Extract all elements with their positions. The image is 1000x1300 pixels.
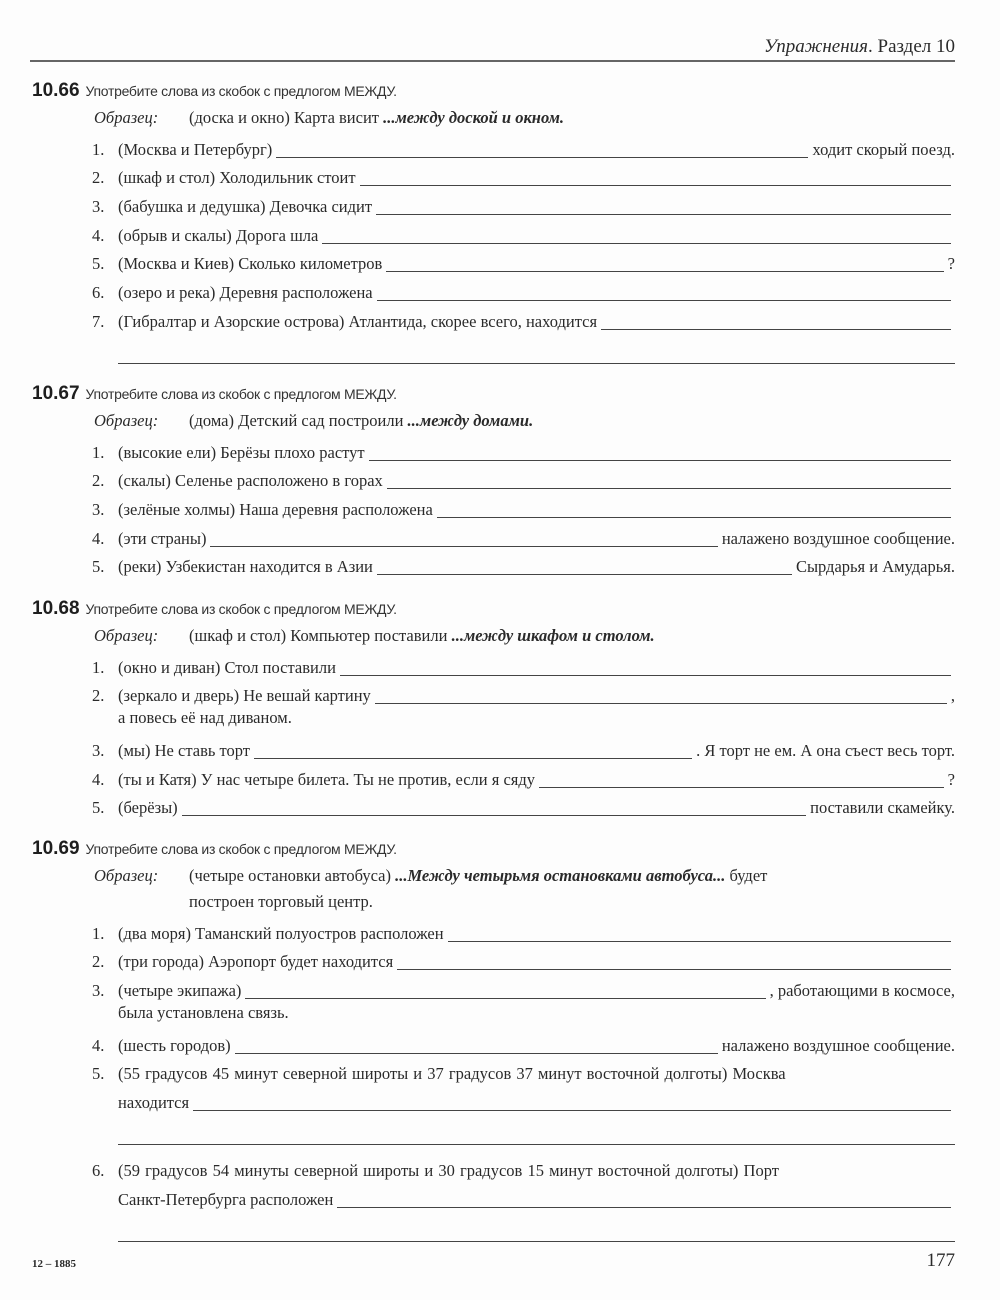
sample-text: (доска и окно) Карта висит (189, 108, 384, 127)
item-prompt: (берёзы) (118, 798, 178, 818)
printer-mark: 12 – 1885 (32, 1258, 76, 1270)
item-number: 7. (92, 311, 105, 331)
sample (94, 862, 955, 890)
item-prompt: (два моря) Таманский полуостров расположен (118, 923, 444, 943)
section-title-rest: . Раздел 10 (868, 36, 955, 57)
answer-blank[interactable] (387, 472, 951, 489)
answer-blank[interactable] (254, 742, 692, 759)
exercise-item (92, 945, 955, 974)
sample-label: Образец: (94, 108, 159, 127)
sample-text-after: будет (725, 866, 768, 885)
answer-blank[interactable] (539, 771, 944, 788)
item-prompt: (высокие ели) Берёзы плохо растут (118, 442, 365, 462)
sample (94, 407, 955, 435)
exercise-item (92, 304, 955, 333)
item-prompt: (шкаф и стол) Холодильник стоит (118, 168, 356, 188)
sample-text: (четыре остановки автобуса) (189, 866, 396, 885)
item-prompt: (три города) Аэропорт будет находится (118, 952, 394, 972)
item-prompt: (55 градусов 45 минут северной широты и 37 градусов 37 минут восточной долготы) Москва (118, 1064, 786, 1084)
exercise-instruction: Употребите слова из скобок с предлогом МЕЖДУ. (85, 841, 397, 857)
answer-blank[interactable] (448, 925, 951, 942)
exercise-item (92, 1028, 955, 1057)
item-prompt: (эти страны) (118, 528, 207, 548)
exercise-number: 10.67 (32, 383, 80, 404)
item-suffix: налажено воздушное сообщение. (721, 1035, 955, 1055)
sample-answer: ...между домами. (407, 411, 534, 430)
sample-label: Образец: (94, 411, 159, 430)
answer-blank[interactable] (193, 1094, 951, 1111)
item-number: 2. (92, 471, 105, 491)
exercise-item (92, 189, 955, 218)
answer-blank[interactable] (386, 255, 943, 272)
item-number: 3. (92, 741, 105, 761)
exercise-10-69 (32, 838, 955, 1242)
exercise-10-68 (32, 598, 955, 819)
exercise-instruction: Употребите слова из скобок с предлогом МЕЖДУ. (85, 83, 397, 99)
item-prompt: (озеро и река) Деревня расположена (118, 283, 373, 303)
answer-blank-continuation[interactable] (118, 333, 955, 364)
exercise-number: 10.66 (32, 80, 80, 101)
exercise-item (92, 916, 955, 945)
item-prompt: (зелёные холмы) Наша деревня расположена (118, 500, 433, 520)
answer-blank[interactable] (340, 659, 951, 676)
section-title (764, 36, 955, 58)
answer-blank[interactable] (182, 799, 806, 816)
exercise-instruction: Употребите слова из скобок с предлогом МЕЖДУ. (85, 386, 397, 402)
sample-answer: ...между доской и окном. (383, 108, 565, 127)
exercise-item (92, 973, 955, 1002)
item-number: 5. (92, 1064, 105, 1084)
sample-answer: ...Между четырьмя остановками автобуса... (395, 866, 726, 885)
sample-text: (шкаф и стол) Компьютер поставили (189, 626, 452, 645)
exercise-item (92, 132, 955, 161)
answer-blank[interactable] (376, 198, 951, 215)
item-number: 1. (92, 442, 105, 462)
exercise-10-66 (32, 80, 955, 364)
item-prompt: (шесть городов) (118, 1035, 231, 1055)
item-prompt: (окно и диван) Стол поставили (118, 657, 336, 677)
exercise-item (92, 492, 955, 521)
answer-blank[interactable] (360, 169, 951, 186)
exercise-item (92, 275, 955, 304)
answer-blank[interactable] (210, 530, 717, 547)
page-number: 177 (926, 1250, 955, 1271)
sample-answer: ...между шкафом и столом. (451, 626, 655, 645)
exercise-item (92, 733, 955, 762)
item-suffix: ? (947, 769, 955, 789)
exercise-item (92, 161, 955, 190)
item-number: 6. (92, 1160, 105, 1180)
running-header (30, 34, 955, 62)
item-suffix: ходит скорый поезд. (812, 139, 955, 159)
item-continuation: Санкт-Петербурга расположен (118, 1189, 334, 1209)
sample-continuation: построен торговый центр. (189, 892, 373, 911)
exercise-item-continuation (118, 1085, 955, 1114)
item-prompt: (Гибралтар и Азорские острова) Атлантида, скорее всего, находится (118, 311, 598, 331)
answer-blank[interactable] (437, 501, 951, 518)
item-prompt: (зеркало и дверь) Не вешай картину (118, 686, 371, 706)
answer-blank[interactable] (235, 1037, 718, 1054)
item-suffix: , работающими в космосе, (769, 981, 955, 1001)
item-number: 1. (92, 139, 105, 159)
exercise-item (92, 550, 955, 579)
item-number: 5. (92, 557, 105, 577)
item-suffix: Сырдарья и Амударья. (795, 557, 955, 577)
item-number: 1. (92, 923, 105, 943)
answer-blank[interactable] (377, 558, 792, 575)
item-prompt: (мы) Не ставь торт (118, 741, 250, 761)
exercise-instruction: Употребите слова из скобок с предлогом МЕЖДУ. (85, 601, 397, 617)
answer-blank[interactable] (375, 687, 947, 704)
answer-blank[interactable] (397, 953, 951, 970)
exercise-item (92, 791, 955, 820)
exercise-item (92, 1057, 955, 1086)
item-number: 2. (92, 686, 105, 706)
item-prompt: (ты и Катя) У нас четыре билета. Ты не против, если я сяду (118, 769, 536, 789)
item-number: 4. (92, 769, 105, 789)
exercise-item-continuation (118, 1182, 955, 1211)
item-number: 2. (92, 168, 105, 188)
item-prompt: (скалы) Селенье расположено в горах (118, 471, 383, 491)
item-suffix: , (950, 686, 955, 706)
item-number: 3. (92, 981, 105, 1001)
item-suffix: поставили скамейку. (810, 798, 955, 818)
answer-blank[interactable] (245, 982, 765, 999)
answer-blank[interactable] (276, 141, 808, 158)
answer-blank-continuation[interactable] (118, 1114, 955, 1145)
item-continuation: была установлена связь. (118, 1003, 289, 1023)
sample (94, 622, 955, 650)
item-number: 4. (92, 528, 105, 548)
item-continuation: а повесь её над диваном. (118, 708, 292, 728)
item-continuation: находится (118, 1093, 190, 1113)
exercise-item (92, 762, 955, 791)
answer-blank-continuation[interactable] (118, 1211, 955, 1242)
item-suffix: налажено воздушное сообщение. (721, 528, 955, 548)
answer-blank[interactable] (601, 313, 951, 330)
sample (94, 104, 955, 132)
item-prompt: (бабушка и дедушка) Девочка сидит (118, 197, 373, 217)
answer-blank[interactable] (369, 444, 951, 461)
item-number: 2. (92, 952, 105, 972)
item-number: 3. (92, 197, 105, 217)
item-suffix: ? (947, 254, 955, 274)
section-title-italic: Упражнения (763, 36, 868, 57)
item-number: 5. (92, 254, 105, 274)
item-number: 1. (92, 657, 105, 677)
item-prompt: (59 градусов 54 минуты северной широты и 30 градусов 15 минут восточной долготы) Порт (118, 1160, 779, 1180)
exercise-item (92, 247, 955, 276)
item-number: 3. (92, 500, 105, 520)
exercise-item (92, 218, 955, 247)
exercise-item (92, 521, 955, 550)
exercise-number: 10.69 (32, 838, 80, 859)
exercise-item (92, 650, 955, 679)
item-prompt: (обрыв и скалы) Дорога шла (118, 225, 319, 245)
exercise-item (92, 435, 955, 464)
item-number: 4. (92, 225, 105, 245)
item-number: 4. (92, 1035, 105, 1055)
sample-text: (дома) Детский сад построили (189, 411, 408, 430)
answer-blank[interactable] (337, 1191, 951, 1208)
answer-blank[interactable] (377, 284, 951, 301)
exercise-item (92, 679, 955, 708)
exercise-item (92, 464, 955, 493)
sample-label: Образец: (94, 626, 159, 645)
item-prompt: (Москва и Петербург) (118, 139, 273, 159)
item-prompt: (четыре экипажа) (118, 981, 242, 1001)
exercise-number: 10.68 (32, 598, 80, 619)
sample-label: Образец: (94, 866, 159, 885)
item-number: 5. (92, 798, 105, 818)
item-prompt: (реки) Узбекистан находится в Азии (118, 557, 373, 577)
item-number: 6. (92, 283, 105, 303)
exercise-10-67 (32, 383, 955, 578)
item-prompt: (Москва и Киев) Сколько километров (118, 254, 383, 274)
answer-blank[interactable] (322, 227, 951, 244)
exercise-item (92, 1153, 955, 1182)
item-suffix: . Я торт не ем. А она съест весь торт. (696, 741, 955, 761)
